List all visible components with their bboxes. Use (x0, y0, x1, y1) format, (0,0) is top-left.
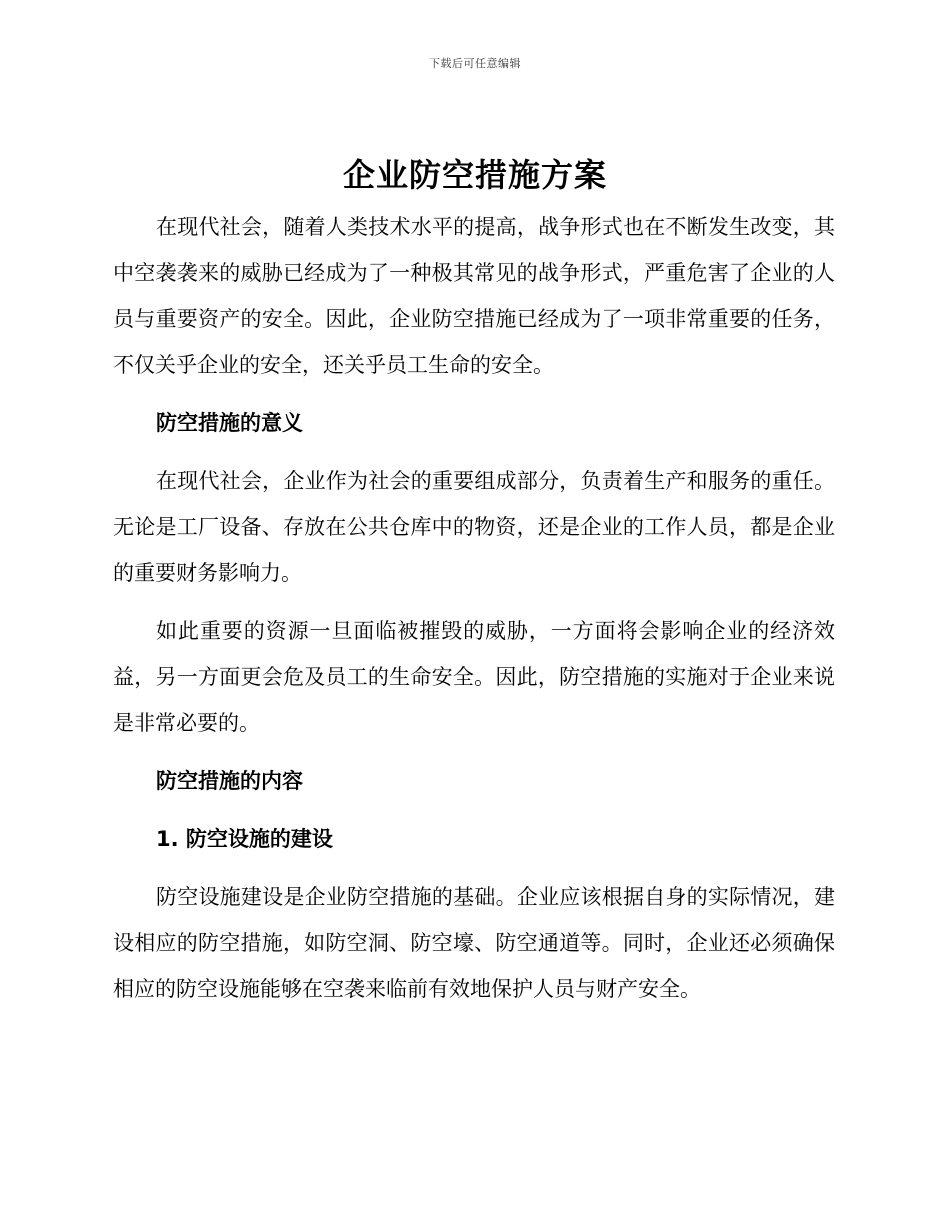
intro-paragraph: 在现代社会，随着人类技术水平的提高，战争形式也在不断发生改变，其中空袭袭来的威胁已经成为了一种极其常见的战争形式，严重危害了企业的人员与重要资产的安全。因此，企业防空措施已经成为了一项非常重要的任务，不仅关乎企业的安全，还关乎员工生命的安全。 (113, 215, 835, 377)
significance-paragraph-1: 在现代社会，企业作为社会的重要组成部分，负责着生产和服务的重任。无论是工厂设备、存放在公共仓库中的物资，还是企业的工作人员，都是企业的重要财务影响力。 (113, 469, 835, 585)
subsection-heading-facilities: 1. 防空设施的建设 (156, 827, 333, 851)
document-body (113, 204, 835, 1012)
document-title: 企业防空措施方案 (342, 156, 607, 194)
section-heading-content: 防空措施的内容 (156, 769, 303, 793)
significance-paragraph-2: 如此重要的资源一旦面临被摧毁的威胁，一方面将会影响企业的经济效益，另一方面更会危及员工的生命安全。因此，防空措施的实施对于企业来说是非常必要的。 (113, 619, 835, 735)
facilities-paragraph: 防空设施建设是企业防空措施的基础。企业应该根据自身的实际情况，建设相应的防空措施，如防空洞、防空壕、防空通道等。同时，企业还必须确保相应的防空设施能够在空袭来临前有效地保护人员与财产安全。 (113, 885, 835, 1001)
section-heading-significance: 防空措施的意义 (156, 411, 303, 435)
header-note: 下载后可任意编辑 (429, 57, 521, 70)
